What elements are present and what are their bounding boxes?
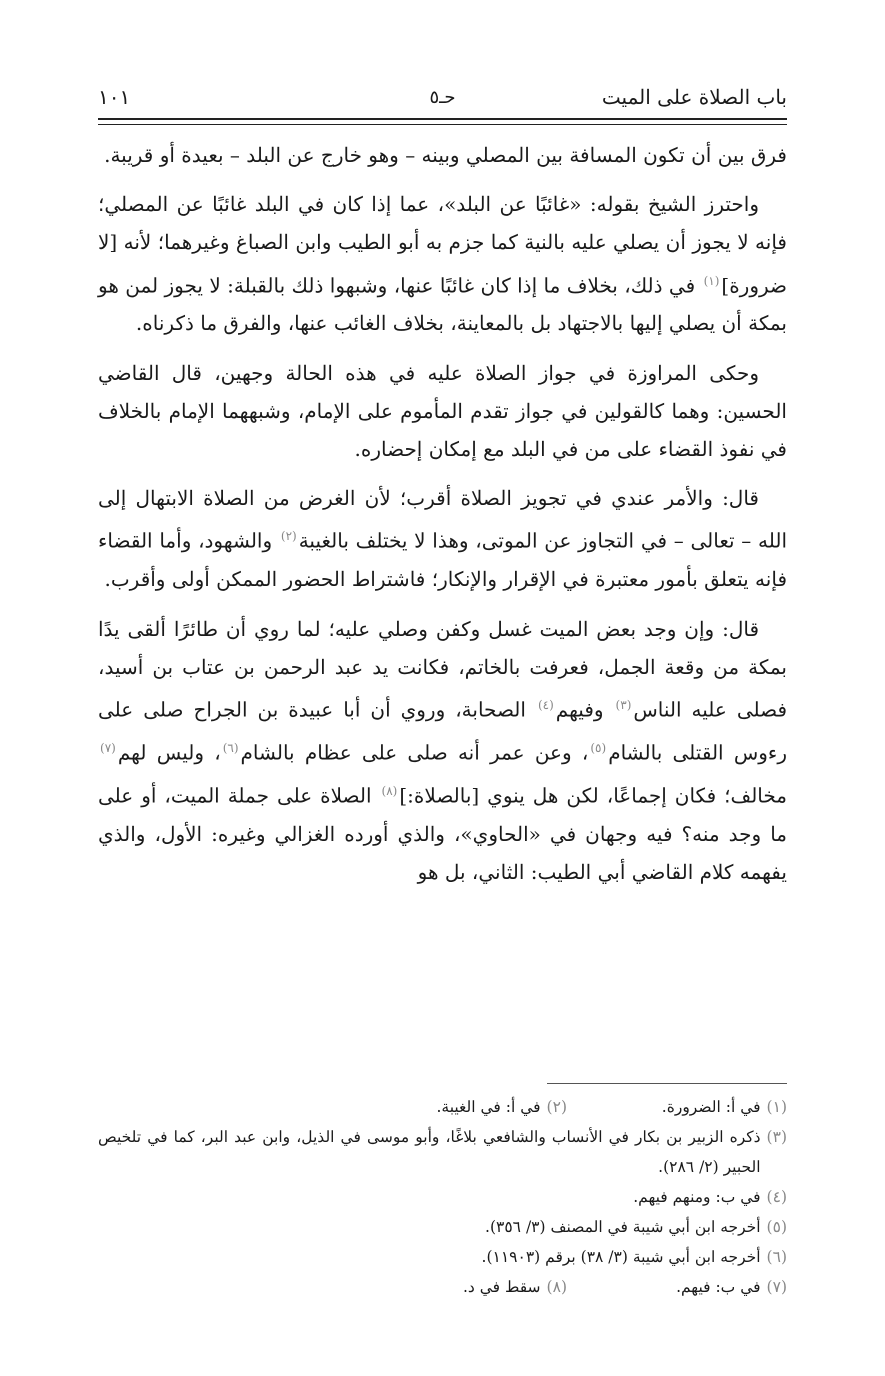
paragraph-text: وفيهم	[555, 697, 604, 722]
running-header	[98, 80, 787, 114]
paragraph-text: الصلاة على جملة الميت، أو على ما وجد منه؟ فيه وجهان في «الحاوي»، والذي أورده الغزالي وغيره: الأول، والذي يفهمه كلام القاضي أبي الطيب: الثاني، بل هو	[98, 783, 787, 884]
footnote	[98, 1242, 787, 1272]
footnote-ref[interactable]: (٣)	[615, 697, 632, 712]
paragraph-text: ، وليس لهم	[117, 740, 221, 765]
footnote-ref[interactable]: (٨)	[381, 783, 398, 798]
paragraph-text: فرق بين أن تكون المسافة بين المصلي وبينه – وهو خارج عن البلد – بعيدة أو قريبة.	[104, 143, 787, 167]
footnote-mark: (١)	[766, 1098, 787, 1116]
footnote-mark: (٤)	[766, 1188, 787, 1206]
footnote-ref[interactable]: (١)	[703, 273, 720, 288]
footnote-ref[interactable]: (٦)	[222, 740, 239, 755]
footnote-text: أخرجه ابن أبي شيبة في المصنف (٣/ ٣٥٦).	[485, 1218, 761, 1236]
paragraph	[98, 185, 787, 342]
footnote-mark: (٢)	[546, 1098, 567, 1116]
chapter-title: باب الصلاة على الميت	[601, 85, 787, 109]
footnote-text: ذكره الزبير بن بكار في الأنساب والشافعي بلاغًا، وأبو موسى في الذيل، وابن عبد البر، كما في تلخيص الحبير (٢/ ٢٨٦).	[98, 1128, 761, 1176]
paragraph-text: الصحابة، وروي أن أبا عبيدة بن الجراح صلى على رءوس القتلى بالشام	[98, 697, 787, 765]
footnote	[347, 1092, 567, 1122]
paragraph	[98, 479, 787, 598]
footnote-ref[interactable]: (٢)	[280, 529, 297, 544]
footnote-ref[interactable]: (٤)	[537, 697, 554, 712]
paragraph-text: واحترز الشيخ بقوله: «غائبًا عن البلد»، عما إذا كان في البلد غائبًا عن المصلي؛ فإنه لا يجوز أن يصلي عليه بالنية كما جزم به أبو الطيب وابن الصباغ وغيرهما؛ لأنه [لا ضرورة]	[98, 192, 788, 298]
footnote-text: في أ: الضرورة.	[661, 1098, 761, 1116]
footnote-text: أخرجه ابن أبي شيبة (٣/ ٣٨) برقم (١١٩٠٣).	[481, 1248, 761, 1266]
footnote-text: في أ: في الغيبة.	[436, 1098, 541, 1116]
volume-marker: حـ٥	[429, 86, 456, 108]
main-text	[98, 136, 787, 902]
footnote	[347, 1272, 567, 1302]
footnote-separator	[547, 1083, 787, 1084]
footnote-row	[98, 1272, 787, 1302]
paragraph-text: والشهود، وأما القضاء فإنه يتعلق بأمور معتبرة في الإقرار والإنكار؛ فاشتراط الحضور الممكن أولى وأقرب.	[98, 529, 787, 592]
paragraph-text: مخالف؛ فكان إجماعًا، لكن هل ينوي [بالصلاة:]	[399, 783, 788, 808]
paragraph-text: قال: وإن وجد بعض الميت غسل وكفن وصلي عليه؛ لما روي أن طائرًا ألقى يدًا بمكة من وقعة الجمل، فعرفت بالخاتم، فكانت يد عبد الرحمن بن عتاب بن أسيد، فصلى عليه الناس	[98, 616, 788, 722]
header-rule-thin	[98, 124, 787, 125]
page-number: ١٠١	[98, 85, 131, 109]
footnote-ref[interactable]: (٥)	[590, 740, 607, 755]
footnote-text: في ب: فيهم.	[676, 1278, 761, 1296]
footnote	[567, 1272, 787, 1302]
footnote-mark: (٨)	[546, 1278, 567, 1296]
paragraph-text: في ذلك، بخلاف ما إذا كان غائبًا عنها، وشبهوا ذلك بالقبلة: لا يجوز لمن هو بمكة أن يصلي إليها بالاجتهاد بل بالمعاينة، بخلاف الغائب عنها، والفرق ما ذكرناه.	[98, 273, 787, 336]
paragraph	[98, 136, 787, 174]
paragraph-text: وحكى المراوزة في جواز الصلاة عليه في هذه الحالة وجهين، قال القاضي الحسين: وهما كالقولين في جواز تقدم المأموم على الإمام، وشبههما الإمام بالخلاف في نفوذ القضاء على من في البلد مع إمكان إحضاره.	[98, 360, 787, 462]
paragraph	[98, 354, 787, 469]
paragraph-text: قال: والأمر عندي في تجويز الصلاة أقرب؛ لأن الغرض من الصلاة الابتهال إلى الله – تعالى – في التجاوز عن الموتى، وهذا لا يختلف بالغيبة	[98, 486, 788, 554]
footnote-mark: (٦)	[766, 1248, 787, 1266]
footnote	[98, 1122, 787, 1182]
footnotes	[98, 1092, 787, 1302]
footnote-text: سقط في د.	[462, 1278, 541, 1296]
footnote	[98, 1212, 787, 1242]
footnote	[98, 1182, 787, 1212]
header-rule-thick	[98, 118, 787, 120]
footnote-mark: (٧)	[766, 1278, 787, 1296]
footnote-text: في ب: ومنهم فيهم.	[633, 1188, 761, 1206]
footnote	[567, 1092, 787, 1122]
footnote-mark: (٥)	[766, 1218, 787, 1236]
paragraph	[98, 610, 787, 891]
footnote-mark: (٣)	[766, 1128, 787, 1146]
footnote-ref[interactable]: (٧)	[100, 740, 116, 755]
footnote-row	[98, 1092, 787, 1122]
paragraph-text: ، وعن عمر أنه صلى على عظام بالشام	[240, 740, 589, 765]
